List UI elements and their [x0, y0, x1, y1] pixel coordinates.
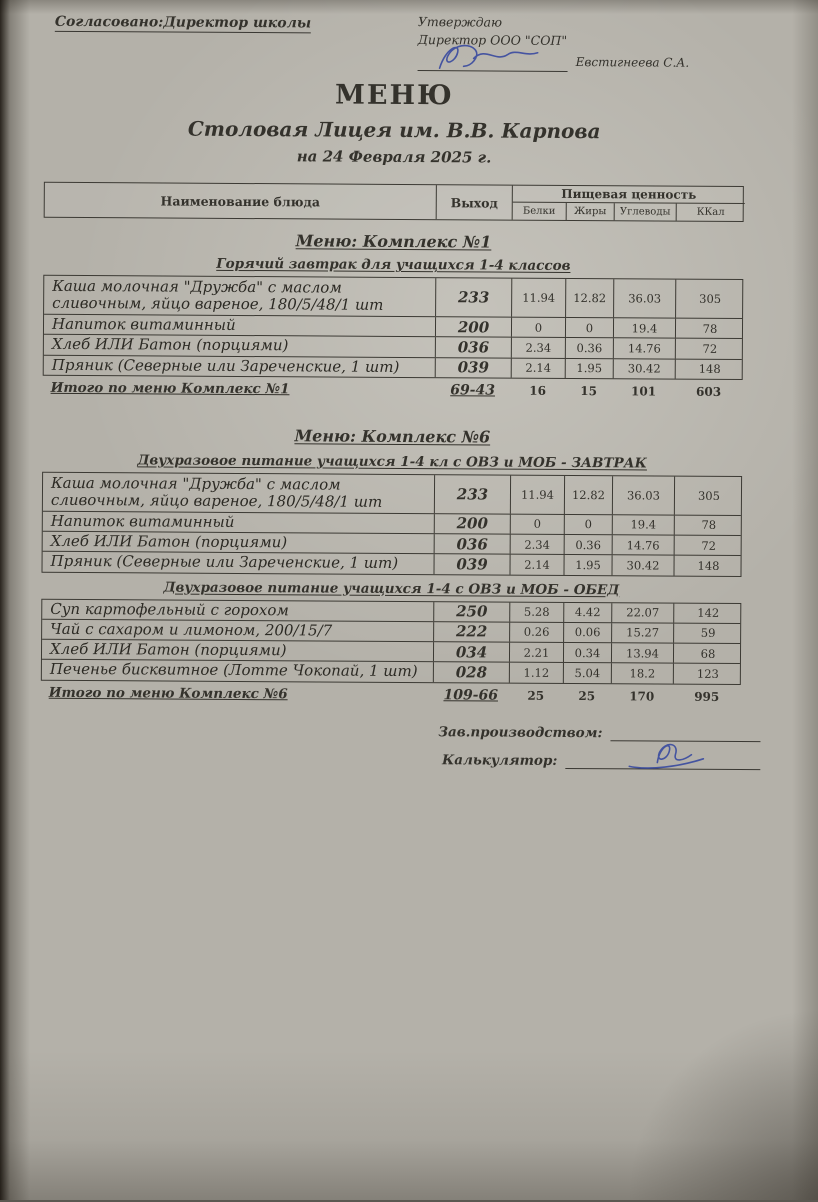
kcal-cell: 123	[696, 666, 719, 681]
table-row	[43, 531, 741, 556]
carbs-cell: 36.03	[614, 279, 676, 317]
dish-cell: Печенье бисквитное (Лотте Чокопай, 1 шт)	[42, 660, 434, 682]
protein-cell: 11.94	[512, 279, 566, 317]
complex6-total-row	[41, 683, 741, 705]
kcal-cell: 78	[701, 518, 717, 533]
protein-cell: 0	[512, 318, 566, 338]
dish-header-cell: Наименование блюда	[45, 183, 437, 219]
total-carbs: 170	[629, 688, 655, 704]
total-label: Итого по меню Комплекс №1	[50, 379, 290, 398]
carbs-cell: 15.27	[612, 623, 674, 643]
dish-cell: Напиток витаминный	[43, 512, 435, 534]
protein-cell: 2.14	[512, 358, 566, 378]
calculator-signature-row	[40, 749, 760, 769]
table-row	[43, 473, 741, 515]
total-label: Итого по меню Комплекс №6	[48, 684, 288, 702]
protein-cell: 5.28	[510, 602, 564, 622]
carbs-cell: 13.94	[612, 643, 674, 663]
total-protein: 16	[529, 383, 547, 398]
carbs-cell: 14.76	[613, 535, 675, 555]
protein-cell: 2.34	[511, 535, 565, 555]
carbs-cell: 30.42	[612, 556, 674, 576]
complex1-table	[43, 275, 744, 380]
output-cell: 233	[435, 475, 511, 513]
output-header-cell: Выход	[437, 185, 513, 219]
fat-cell: 0.34	[564, 643, 612, 663]
menu-header-table	[44, 182, 744, 222]
total-fat: 15	[580, 383, 598, 398]
protein-header-cell: Белки	[513, 203, 567, 220]
kcal-cell: 59	[700, 626, 716, 641]
table-row	[44, 334, 742, 359]
total-output: 109-66	[443, 686, 499, 704]
table-row	[44, 314, 742, 339]
dish-cell: Каша молочная "Дружба" с маслом сливочным, яйцо вареное, 180/5/48/1 шт	[43, 473, 435, 513]
output-cell: 028	[434, 662, 510, 682]
table-row	[43, 511, 741, 536]
output-cell: 036	[435, 534, 511, 554]
agreement-note: Согласовано:Директор школы	[54, 13, 312, 32]
calculator-label: Калькулятор:	[441, 751, 558, 769]
fat-cell: 1.95	[564, 555, 612, 575]
kcal-cell: 72	[702, 341, 718, 356]
dish-cell: Пряник (Северные или Зареченские, 1 шт)	[44, 355, 436, 377]
fat-cell: 0.36	[566, 338, 614, 358]
output-cell: 250	[434, 602, 510, 622]
total-protein: 25	[527, 688, 545, 703]
output-cell: 034	[434, 642, 510, 662]
director-name: Евстигнеева С.А.	[575, 55, 690, 70]
output-cell: 039	[436, 358, 512, 378]
fat-cell: 0.36	[565, 535, 613, 555]
manager-signature-line	[610, 727, 760, 742]
complex6-breakfast-subtitle: Двухразовое питание учащихся 1-4 кл с ОВЗ и МОБ - ЗАВТРАК	[137, 452, 648, 472]
nutrition-title: Пищевая ценность	[513, 186, 745, 204]
dish-cell: Суп картофельный с горохом	[42, 599, 434, 621]
protein-cell: 0.26	[510, 622, 564, 642]
complex1-total-row	[43, 379, 743, 401]
table-row	[43, 551, 741, 576]
output-cell: 233	[436, 278, 512, 316]
table-row	[44, 276, 742, 318]
carbs-cell: 22.07	[612, 603, 674, 623]
fat-cell: 0.06	[564, 623, 612, 643]
kcal-header-cell: ККал	[696, 206, 725, 218]
carbs-cell: 30.42	[614, 359, 676, 379]
carbs-cell: 18.2	[612, 664, 674, 684]
kcal-cell: 78	[702, 321, 718, 336]
output-cell: 200	[435, 514, 511, 534]
complex6-lunch-table	[41, 598, 741, 684]
total-carbs: 101	[631, 384, 657, 399]
dish-cell: Хлеб ИЛИ Батон (порциями)	[42, 640, 434, 662]
protein-cell: 2.14	[510, 555, 564, 575]
page-subtitle: Столовая Лицея им. В.В. Карпова	[187, 116, 601, 144]
table-row	[42, 619, 740, 644]
dish-cell: Каша молочная "Дружба" с маслом сливочным, яйцо вареное, 180/5/48/1 шт	[44, 276, 436, 316]
fat-cell: 12.82	[566, 279, 614, 317]
table-row	[42, 659, 740, 684]
carbs-header-cell: Углеводы	[615, 203, 677, 220]
kcal-cell: 305	[697, 488, 720, 503]
protein-cell: 2.21	[510, 643, 564, 663]
manager-label: Зав.производством:	[438, 723, 603, 741]
protein-cell: 1.12	[510, 663, 564, 683]
protein-cell: 0	[511, 514, 565, 534]
dish-cell: Хлеб ИЛИ Батон (порциями)	[44, 335, 436, 357]
protein-cell: 11.94	[511, 475, 565, 513]
fat-cell: 5.04	[564, 663, 612, 683]
manager-signature-row	[40, 721, 760, 741]
fat-cell: 12.82	[565, 476, 613, 514]
complex6-lunch-subtitle: Двухразовое питание учащихся 1-4 с ОВЗ и МОБ - ОБЕД	[163, 579, 620, 598]
approval-line2: Директор ООО "СОП"	[417, 32, 568, 49]
fat-cell: 1.95	[566, 358, 614, 378]
approval-line1: Утверждаю	[417, 14, 503, 30]
dish-cell: Пряник (Северные или Зареченские, 1 шт)	[43, 552, 435, 574]
fat-header-cell: Жиры	[567, 203, 615, 220]
section-complex6-title: Меню: Комплекс №6	[294, 426, 491, 447]
total-kcal: 603	[696, 384, 722, 399]
output-cell: 039	[434, 554, 510, 574]
total-output: 69-43	[450, 382, 496, 399]
nutrition-header-cell	[513, 186, 745, 221]
dish-cell: Напиток витаминный	[44, 315, 436, 337]
dish-cell: Хлеб ИЛИ Батон (порциями)	[43, 532, 435, 554]
carbs-cell: 14.76	[614, 339, 676, 359]
total-kcal: 995	[694, 689, 720, 704]
carbs-cell: 36.03	[613, 476, 675, 514]
kcal-cell: 72	[701, 538, 717, 553]
complex6-breakfast-table	[41, 472, 742, 577]
protein-cell: 2.34	[512, 338, 566, 358]
output-cell: 036	[436, 337, 512, 357]
page-title: МЕНЮ	[334, 79, 454, 112]
section-complex1-subtitle: Горячий завтрак для учащихся 1-4 классов	[216, 255, 571, 274]
kcal-cell: 305	[699, 291, 722, 306]
kcal-cell: 148	[697, 558, 720, 573]
carbs-cell: 19.4	[613, 515, 675, 535]
carbs-cell: 19.4	[614, 318, 676, 338]
dish-cell: Чай с сахаром и лимоном, 200/15/7	[42, 620, 434, 642]
fat-cell: 0	[565, 515, 613, 535]
nutrition-columns	[513, 203, 745, 221]
output-cell: 200	[436, 317, 512, 337]
fat-cell: 0	[566, 318, 614, 338]
fat-cell: 4.42	[564, 602, 612, 622]
kcal-cell: 142	[697, 605, 720, 621]
output-cell: 222	[434, 622, 510, 642]
page-date: на 24 Февраля 2025 г.	[296, 147, 492, 167]
table-row	[44, 354, 742, 379]
calculator-signature-line	[565, 754, 760, 769]
total-fat: 25	[578, 688, 596, 703]
kcal-cell: 68	[700, 646, 716, 661]
section-complex1-title: Меню: Комплекс №1	[295, 231, 492, 252]
kcal-cell: 148	[698, 361, 721, 377]
table-row	[42, 639, 740, 664]
